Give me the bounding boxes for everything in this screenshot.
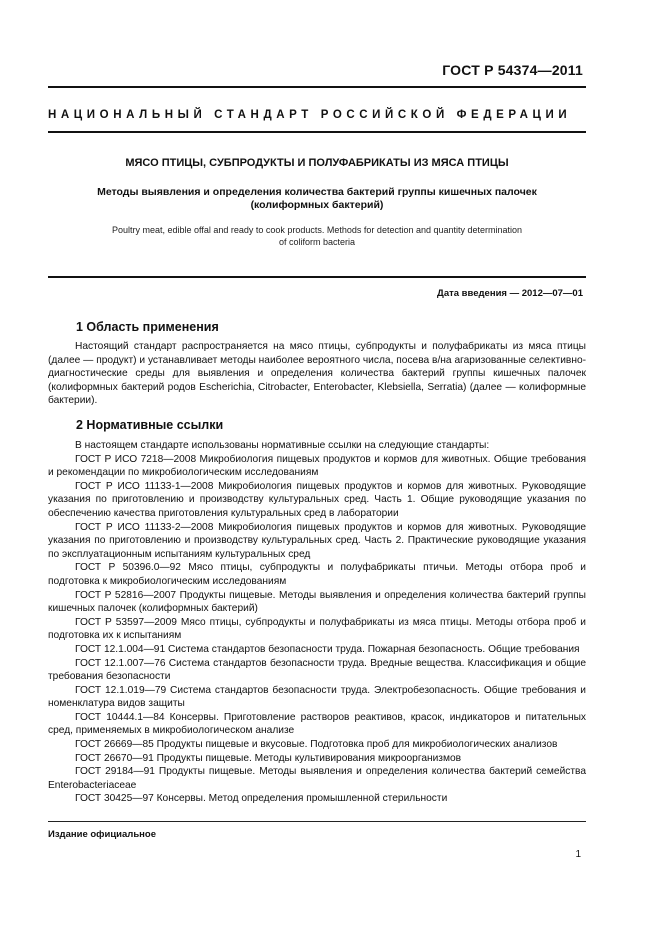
reference-item: ГОСТ Р 52816—2007 Продукты пищевые. Методы выявления и определения количества бактерий группы кишечных палочек (колиформных бактерий) — [48, 589, 586, 615]
section-1-text — [48, 340, 586, 408]
reference-item: ГОСТ 12.1.019—79 Система стандартов безопасности труда. Электробезопасность. Общие требования и номенклатура видов защиты — [48, 684, 586, 710]
reference-item: ГОСТ 26670—91 Продукты пищевые. Методы культивирования микроорганизмов — [75, 752, 462, 764]
section-2-text — [48, 439, 586, 806]
introduction-date: Дата введения — 2012—07—01 — [437, 288, 583, 299]
national-standard-banner: НАЦИОНАЛЬНЫЙ СТАНДАРТ РОССИЙСКОЙ ФЕДЕРАЦИИ — [48, 109, 572, 121]
reference-item: ГОСТ Р ИСО 11133-1—2008 Микробиология пищевых продуктов и кормов для животных. Руководящие указания по приготовлению и производству культуральных сред. Часть 1. Общие руководящие указания по обеспечению качества приготовления культуральных сред в лаборатории — [48, 480, 586, 519]
section-2-lead: В настоящем стандарте использованы нормативные ссылки на следующие стандарты: — [75, 440, 490, 451]
reference-item: ГОСТ 30425—97 Консервы. Метод определения промышленной стерильности — [75, 793, 448, 805]
english-title — [48, 224, 586, 248]
page-number: 1 — [575, 849, 581, 860]
header-rule — [48, 86, 586, 88]
reference-item: ГОСТ Р ИСО 7218—2008 Микробиология пищевых продуктов и кормов для животных. Общие требования и рекомендации по микробиологическим исследованиям — [48, 453, 586, 479]
subtitle-line-2: (колиформных бактерий) — [250, 199, 384, 211]
section-2-heading: 2 Нормативные ссылки — [76, 418, 224, 432]
reference-item: ГОСТ 12.1.004—91 Система стандартов безопасности труда. Пожарная безопасность. Общие требования — [75, 643, 580, 655]
reference-item: ГОСТ 10444.1—84 Консервы. Приготовление растворов реактивов, красок, индикаторов и питательных сред, применяемых в микробиологическом анализе — [48, 711, 586, 737]
section-1-paragraph: Настоящий стандарт распространяется на мясо птицы, субпродукты и полуфабрикаты из мяса птицы (далее — продукт) и устанавливает методы наиболее вероятного числа, посева в/на агаризованные селективно-диагностические среды для выявления и определения количества бактерий группы кишечных палочек (колиформных бактерий родов Escherichia, Citrobacter, Enterobacter, Klebsiella, Serratia) (далее — колиформные бактерии). — [48, 341, 586, 407]
banner-rule — [48, 131, 586, 133]
document-title: МЯСО ПТИЦЫ, СУБПРОДУКТЫ И ПОЛУФАБРИКАТЫ ИЗ МЯСА ПТИЦЫ — [125, 157, 509, 169]
english-title-line-1: Poultry meat, edible offal and ready to cook products. Methods for detection and quantity determination — [111, 225, 523, 235]
section-1-heading: 1 Область применения — [76, 320, 219, 334]
reference-item: ГОСТ Р 50396.0—92 Мясо птицы, субпродукты и полуфабрикаты птичьи. Методы отбора проб и подготовка к микробиологическим исследованиям — [48, 562, 586, 587]
reference-item: ГОСТ 12.1.007—76 Система стандартов безопасности труда. Вредные вещества. Классификация и общие требования безопасности — [48, 657, 586, 683]
reference-item: ГОСТ Р ИСО 11133-2—2008 Микробиология пищевых продуктов и кормов для животных. Руководящие указания по приготовлению и производству культуральных сред. Часть 2. Практические руководящие указания по эксплуатационным испытаниям культуральных сред — [48, 521, 586, 560]
document-subtitle — [48, 186, 586, 212]
english-title-line-2: of coliform bacteria — [278, 237, 356, 247]
edition-label: Издание официальное — [48, 829, 156, 840]
title-rule — [48, 276, 586, 278]
footer-rule — [48, 821, 586, 822]
reference-item: ГОСТ Р 53597—2009 Мясо птицы, субпродукты и полуфабрикаты из мяса птицы. Методы отбора проб и подготовка их к испытаниям — [48, 616, 586, 642]
reference-item: ГОСТ 26669—85 Продукты пищевые и вкусовые. Подготовка проб для микробиологических анализов — [75, 739, 558, 751]
reference-item: ГОСТ 29184—91 Продукты пищевые. Методы выявления и определения количества бактерий семейства Enterobacteriaceae — [48, 766, 586, 791]
document-code: ГОСТ Р 54374—2011 — [442, 62, 583, 78]
subtitle-line-1: Методы выявления и определения количества бактерий группы кишечных палочек — [97, 186, 537, 198]
